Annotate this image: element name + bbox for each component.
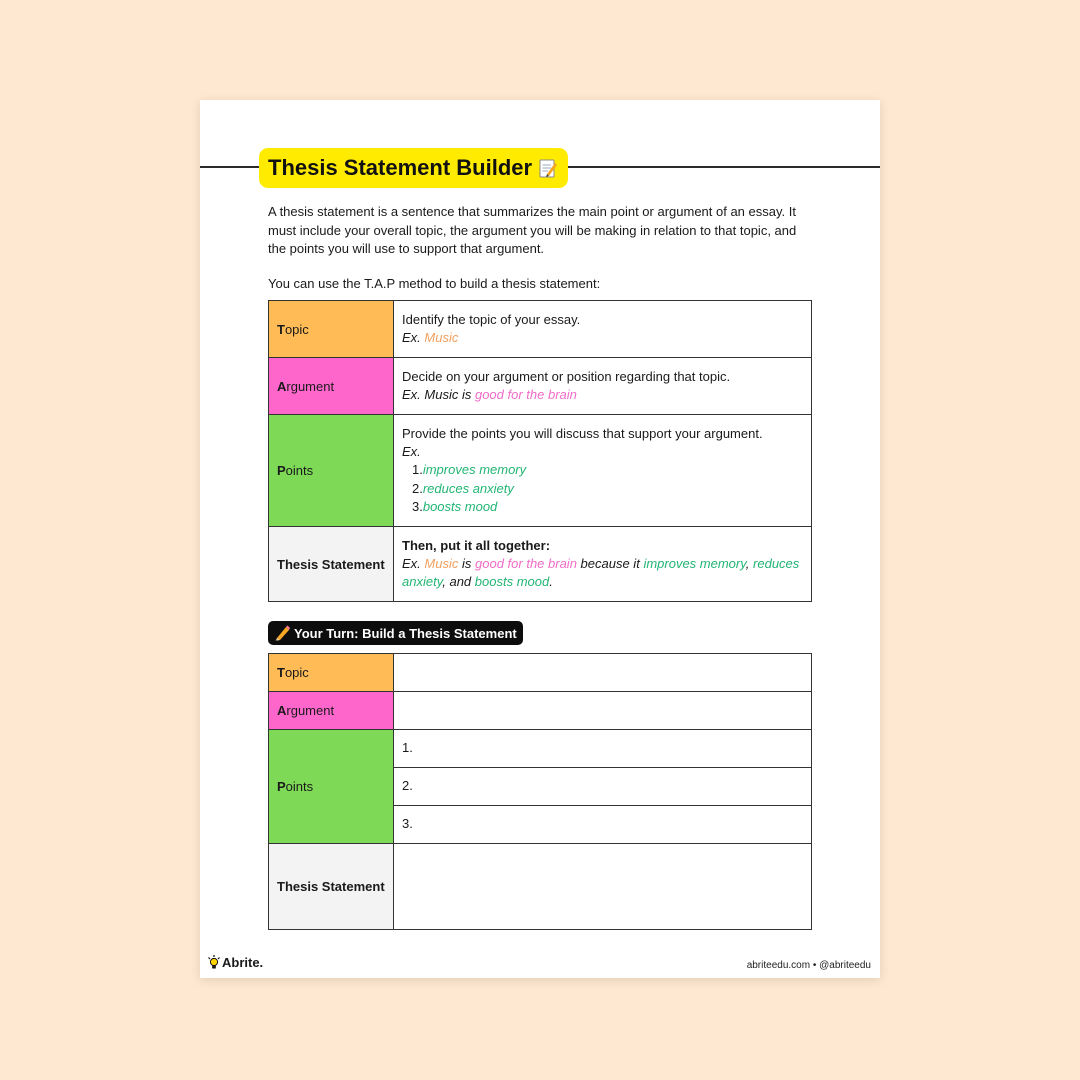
thesis-end: . [549, 574, 553, 590]
thesis-is: is [462, 555, 472, 571]
point-number: 2. [402, 778, 413, 794]
thesis-example [402, 555, 803, 591]
argument-label-initial: A [277, 378, 287, 394]
point-text: reduces anxiety [422, 480, 514, 496]
argument-label-rest: rgument [286, 378, 335, 394]
thesis-because: because it [580, 555, 640, 571]
tap-row-points [269, 415, 812, 527]
work-row-topic [269, 654, 812, 692]
topic-label-cell [269, 301, 394, 358]
argument-example-value: good for the brain [474, 387, 577, 402]
your-turn-banner [268, 621, 523, 645]
pencil-icon [274, 625, 290, 641]
point-text: improves memory [422, 462, 527, 478]
points-example-list [402, 461, 803, 516]
points-example-prefix: Ex. [402, 444, 421, 460]
footer-links [747, 960, 871, 971]
tap-table [268, 300, 812, 602]
point-number: 1. [412, 462, 423, 478]
topic-label-initial: T [277, 321, 285, 337]
work-topic-rest: opic [284, 665, 309, 680]
work-row-thesis [269, 844, 812, 930]
tap-row-argument [269, 358, 812, 415]
topic-example [402, 329, 803, 347]
lightbulb-icon [208, 955, 220, 970]
point-number: 2. [412, 480, 423, 496]
work-topic-initial: T [277, 665, 285, 680]
footer-dot: • [812, 960, 817, 971]
list-item [402, 498, 803, 516]
work-points-initial: P [277, 779, 286, 794]
work-topic-label [269, 654, 394, 692]
topic-example-prefix: Ex. [402, 330, 421, 345]
points-content-cell [394, 415, 812, 527]
your-turn-heading: Your Turn: Build a Thesis Statement [294, 625, 517, 641]
work-thesis-label: Thesis Statement [269, 844, 394, 930]
thesis-ex-prefix: Ex. [402, 555, 421, 571]
work-argument-rest: rgument [286, 703, 335, 718]
point-number: 1. [402, 740, 413, 756]
points-label-initial: P [277, 463, 286, 478]
thesis-point-2: reduces anxiety [402, 555, 800, 590]
argument-example-prefix: Ex. Music is [402, 387, 472, 402]
work-points-label [269, 730, 394, 844]
point-1-write-field[interactable] [394, 730, 812, 768]
list-item [402, 461, 803, 479]
point-2-write-field[interactable] [394, 768, 812, 806]
point-number: 3. [402, 816, 413, 832]
brand-logo [208, 955, 263, 970]
thesis-content-cell [394, 527, 812, 602]
points-description: Provide the points you will discuss that support your argument. [402, 425, 763, 441]
footer-handle[interactable]: @abriteedu [819, 960, 871, 971]
page-title: Thesis Statement Builder [268, 155, 533, 180]
topic-content-cell [394, 301, 812, 358]
tap-row-thesis [269, 527, 812, 602]
thesis-point-1: improves memory [643, 555, 746, 571]
footer-site[interactable]: abriteedu.com [746, 960, 811, 971]
point-3-write-field[interactable] [394, 806, 812, 844]
memo-icon [538, 157, 558, 179]
list-item [402, 480, 803, 498]
thesis-label-cell: Thesis Statement [269, 527, 394, 602]
your-turn-table [268, 653, 812, 930]
tap-row-topic [269, 301, 812, 358]
points-label-rest: oints [285, 463, 314, 478]
tap-lead-text: You can use the T.A.P method to build a thesis statement: [268, 276, 601, 291]
worksheet [200, 100, 880, 978]
work-argument-label [269, 692, 394, 730]
thesis-sep-1: , [745, 555, 750, 571]
thesis-heading: Then, put it all together: [402, 537, 551, 553]
brand-name: Abrite. [222, 955, 264, 970]
argument-write-field[interactable] [394, 692, 812, 730]
thesis-sep-2: , and [442, 574, 472, 590]
argument-label-cell [269, 358, 394, 415]
topic-example-value: Music [424, 330, 459, 345]
work-points-rest: oints [285, 779, 314, 794]
point-number: 3. [412, 498, 423, 514]
thesis-point-3: boosts mood [474, 574, 550, 590]
argument-description: Decide on your argument or position regarding that topic. [402, 368, 731, 384]
title-banner [259, 148, 568, 188]
topic-description: Identify the topic of your essay. [402, 311, 581, 327]
argument-example [402, 386, 803, 404]
topic-label-rest: opic [284, 321, 309, 337]
thesis-write-field[interactable] [394, 844, 812, 930]
argument-content-cell [394, 358, 812, 415]
work-argument-initial: A [277, 703, 287, 718]
thesis-argument: good for the brain [475, 555, 577, 571]
points-label-cell [269, 415, 394, 527]
topic-write-field[interactable] [394, 654, 812, 692]
work-row-point-1 [269, 730, 812, 768]
point-text: boosts mood [422, 498, 498, 514]
work-row-argument [269, 692, 812, 730]
thesis-topic: Music [424, 555, 459, 571]
intro-paragraph: A thesis statement is a sentence that summarizes the main point or argument of an essay. It must include your overall topic, the argument you will be making in relation to that topic, and the points you will use to support that argument. [268, 204, 797, 256]
